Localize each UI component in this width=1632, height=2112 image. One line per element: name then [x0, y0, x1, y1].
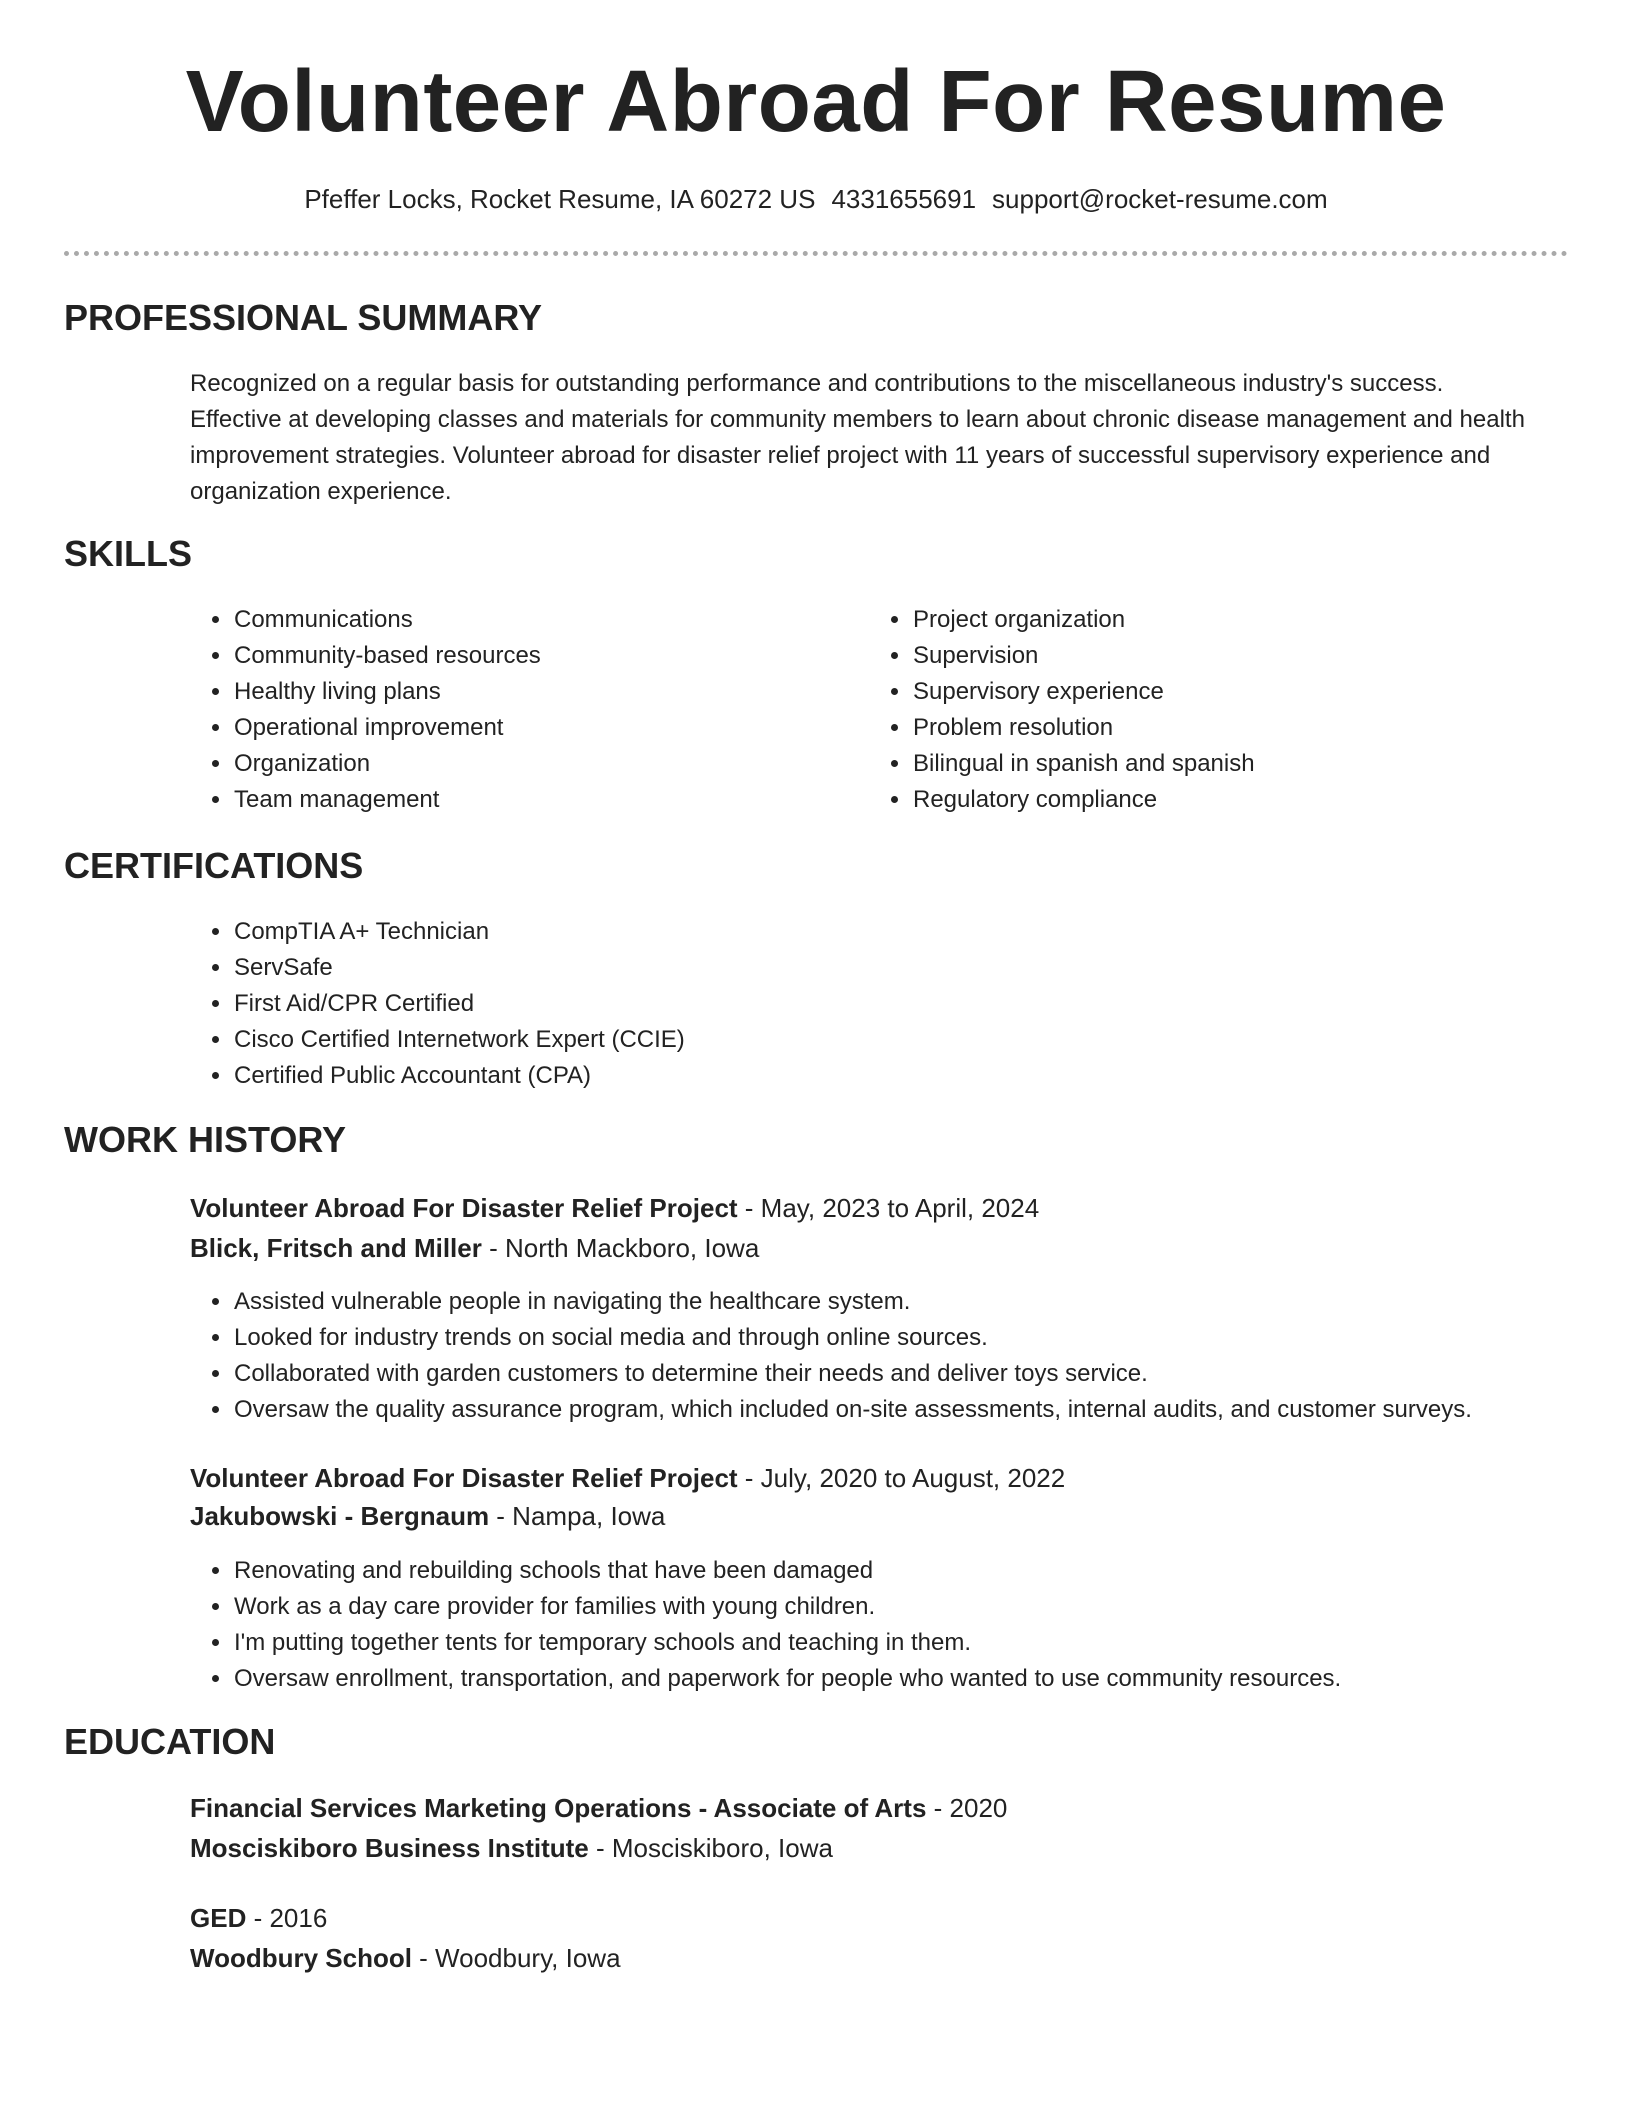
- contact-phone: 4331655691: [831, 184, 977, 214]
- education-school: Woodbury School: [190, 1943, 412, 1973]
- header-divider: [64, 251, 1568, 256]
- job-company: Blick, Fritsch and Miller: [190, 1233, 482, 1263]
- skills-heading: SKILLS: [64, 533, 193, 574]
- list-item: • CompTIA A+ Technician: [233, 914, 1533, 950]
- education-degree-line: [190, 1900, 327, 1936]
- summary-text: Recognized on a regular basis for outstanding performance and contributions to the miscellaneous industry's success. Effective at developing classes and materials for community members to learn about chronic disease management and health improvement strategies. Volunteer abroad for disaster relief project with 11 years of successful supervisory experience and organization experience.: [190, 370, 1525, 505]
- list-item: • Looked for industry trends on social media and through online sources.: [233, 1320, 1632, 1356]
- list-item: • Oversaw enrollment, transportation, and paperwork for people who wanted to use community resources.: [233, 1661, 1632, 1697]
- contact-email[interactable]: support@rocket-resume.com: [992, 184, 1328, 214]
- job-company-line: [190, 1498, 665, 1534]
- job-title-line: [190, 1460, 1065, 1496]
- education-location: - Mosciskiboro, Iowa: [588, 1833, 833, 1863]
- list-item: • Renovating and rebuilding schools that have been damaged: [233, 1553, 1632, 1589]
- education-school-line: [190, 1940, 621, 1976]
- education-degree: Financial Services Marketing Operations - Associate of Arts: [190, 1793, 927, 1823]
- list-item: • Healthy living plans: [233, 674, 833, 710]
- job-title: Volunteer Abroad For Disaster Relief Project: [190, 1463, 738, 1493]
- list-item: • Oversaw the quality assurance program, which included on-site assessments, internal audits, and customer surveys.: [233, 1392, 1632, 1428]
- list-item: • Work as a day care provider for families with young children.: [233, 1589, 1632, 1625]
- list-item: • First Aid/CPR Certified: [233, 986, 1533, 1022]
- skills-list-right: [869, 602, 1552, 818]
- list-item: • Collaborated with garden customers to determine their needs and deliver toys service.: [233, 1356, 1632, 1392]
- education-heading: EDUCATION: [64, 1721, 276, 1762]
- education-year: - 2020: [926, 1793, 1008, 1823]
- job-location: - Nampa, Iowa: [489, 1501, 666, 1531]
- job-dates: - May, 2023 to April, 2024: [737, 1193, 1040, 1223]
- list-item: • Assisted vulnerable people in navigating the healthcare system.: [233, 1284, 1632, 1320]
- job-company: Jakubowski - Bergnaum: [190, 1501, 490, 1531]
- resume-title: Volunteer Abroad For Resume: [185, 53, 1447, 150]
- list-item: • Certified Public Accountant (CPA): [233, 1058, 1533, 1094]
- certifications-heading: CERTIFICATIONS: [64, 845, 364, 886]
- list-item: • Cisco Certified Internetwork Expert (CCIE): [233, 1022, 1533, 1058]
- education-school: Mosciskiboro Business Institute: [190, 1833, 589, 1863]
- education-location: - Woodbury, Iowa: [411, 1943, 621, 1973]
- work-history-heading: WORK HISTORY: [64, 1119, 347, 1160]
- job-duties-list: [190, 1553, 1632, 1697]
- job-duties-list: [190, 1284, 1632, 1428]
- list-item: • Communications: [233, 602, 833, 638]
- list-item: • Bilingual in spanish and spanish: [912, 746, 1552, 782]
- list-item: • Supervision: [912, 638, 1552, 674]
- list-item: • Problem resolution: [912, 710, 1552, 746]
- education-degree-line: [190, 1790, 1007, 1826]
- list-item: • Project organization: [912, 602, 1552, 638]
- contact-address: Pfeffer Locks, Rocket Resume, IA 60272 US: [304, 184, 816, 214]
- list-item: • Operational improvement: [233, 710, 833, 746]
- list-item: • Regulatory compliance: [912, 782, 1552, 818]
- summary-heading: PROFESSIONAL SUMMARY: [64, 297, 543, 338]
- job-company-line: [190, 1230, 759, 1266]
- list-item: • I'm putting together tents for temporary schools and teaching in them.: [233, 1625, 1632, 1661]
- education-degree: GED: [190, 1903, 247, 1933]
- contact-line: [0, 182, 1632, 216]
- certifications-list: [190, 914, 1533, 1094]
- list-item: • Organization: [233, 746, 833, 782]
- education-year: - 2016: [246, 1903, 328, 1933]
- education-school-line: [190, 1830, 833, 1866]
- list-item: • Team management: [233, 782, 833, 818]
- list-item: • Supervisory experience: [912, 674, 1552, 710]
- skills-list-left: [190, 602, 833, 818]
- job-dates: - July, 2020 to August, 2022: [737, 1463, 1066, 1493]
- job-title: Volunteer Abroad For Disaster Relief Project: [190, 1193, 738, 1223]
- job-title-line: [190, 1190, 1039, 1226]
- job-location: - North Mackboro, Iowa: [481, 1233, 760, 1263]
- list-item: • ServSafe: [233, 950, 1533, 986]
- list-item: • Community-based resources: [233, 638, 833, 674]
